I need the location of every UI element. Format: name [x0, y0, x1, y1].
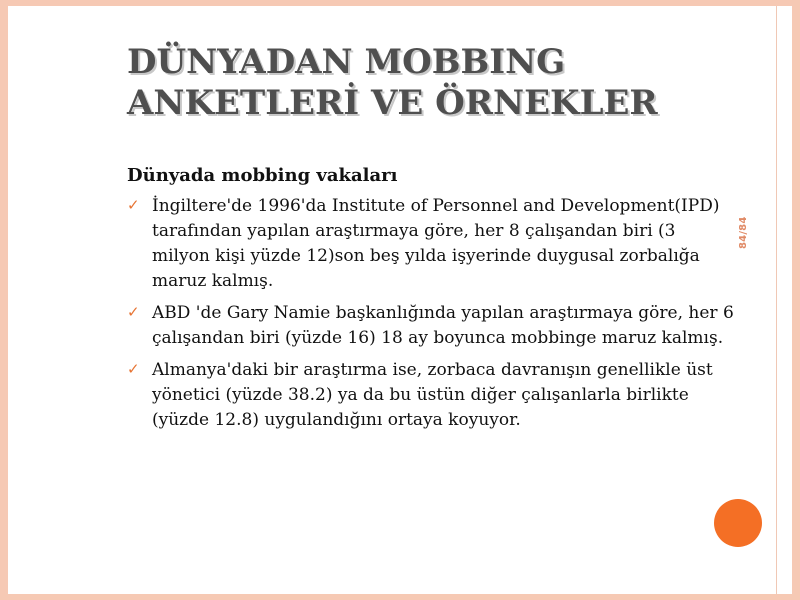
check-icon: ✓: [127, 360, 140, 378]
check-icon: ✓: [127, 196, 140, 214]
bullet-list: [127, 194, 737, 433]
list-item: [127, 301, 737, 351]
bullet-text: Almanya'daki bir araştırma ise, zorbaca davranışın genellikle üst yönetici (yüzde 38.2) ya da bu üstün diğer çalışanlarla birlikte (yüzde 12.8) uygulandığını ortaya koyuyor.: [152, 360, 713, 430]
bullet-text: İngiltere'de 1996'da Institute of Personnel and Development(IPD) tarafından yapılan araştırmaya göre, her 8 çalışandan biri (3 milyon kişi yüzde 12)son beş yılda işyerinde duygusal zorbalığa maruz kalmış.: [152, 196, 720, 291]
orange-circle-decoration: [714, 499, 762, 547]
check-icon: ✓: [127, 303, 140, 321]
list-item: [127, 194, 737, 294]
slide-title: DÜNYADAN MOBBING ANKETLERİ VE ÖRNEKLER: [127, 42, 658, 123]
section-heading: Dünyada mobbing vakaları: [127, 165, 398, 186]
slide-content: [127, 165, 737, 440]
bullet-text: ABD 'de Gary Namie başkanlığında yapılan araştırmaya göre, her 6 çalışandan biri (yüzde 16) 18 ay boyunca mobbinge maruz kalmış.: [152, 303, 734, 348]
right-border-rule: [776, 6, 777, 594]
list-item: [127, 358, 737, 433]
page-number: 84/84: [738, 216, 749, 250]
